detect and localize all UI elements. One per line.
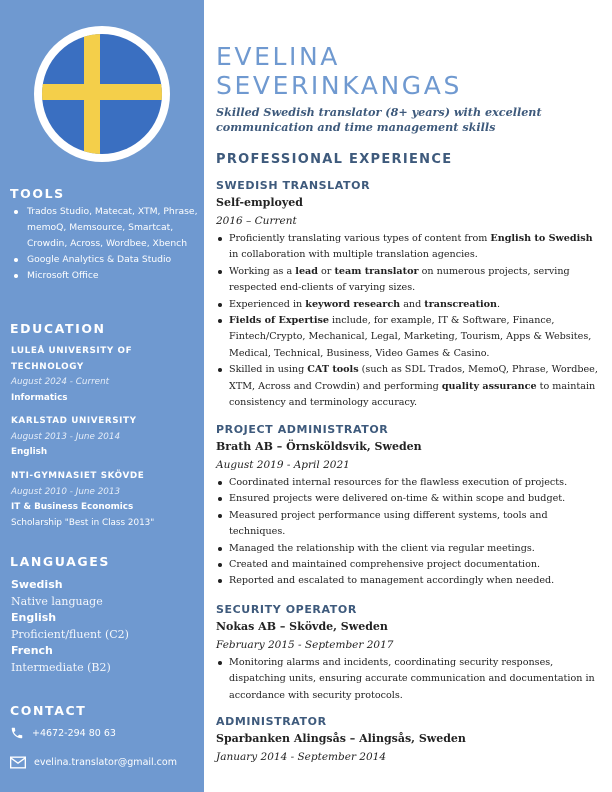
job-company: Sparbanken Alingsås – Alingsås, Sweden xyxy=(216,732,466,745)
education-school: NTI-GYMNASIET SKÖVDE xyxy=(11,471,145,481)
education-entry xyxy=(11,469,201,531)
language-name: English xyxy=(11,611,57,624)
job-entry xyxy=(216,178,604,411)
education-school: KARLSTAD UNIVERSITY xyxy=(11,416,137,426)
education-field: English xyxy=(11,447,48,457)
job-bullet: Measured project performance using different systems, tools and techniques. xyxy=(216,508,604,541)
job-bullet: Managed the relationship with the client via regular meetings. xyxy=(216,541,604,557)
education-heading: EDUCATION xyxy=(10,321,106,336)
job-company: Self-employed xyxy=(216,196,303,209)
job-role: SWEDISH TRANSLATOR xyxy=(216,179,371,192)
job-company: Brath AB – Örnsköldsvik, Sweden xyxy=(216,440,422,453)
languages-heading: LANGUAGES xyxy=(10,554,111,569)
education-field: Informatics xyxy=(11,392,68,403)
job-bullet: Working as a lead or team translator on numerous projects, serving respected end-clients of varying sizes. xyxy=(216,264,604,297)
education-dates: August 2024 - Current xyxy=(11,377,110,387)
job-role: PROJECT ADMINISTRATOR xyxy=(216,423,389,436)
contact-email[interactable] xyxy=(10,756,200,769)
languages-list xyxy=(11,577,201,676)
tools-item: Microsoft Office xyxy=(12,268,200,284)
tools-item: Google Analytics & Data Studio xyxy=(12,252,200,268)
profile-photo xyxy=(34,26,170,162)
language-level: Proficient/fluent (C2) xyxy=(11,627,129,641)
tools-heading: TOOLS xyxy=(10,186,65,201)
education-extra: Scholarship "Best in Class 2013" xyxy=(11,517,155,528)
job-role: SECURITY OPERATOR xyxy=(216,603,357,616)
contact-phone[interactable] xyxy=(10,726,200,740)
job-company: Nokas AB – Skövde, Sweden xyxy=(216,620,388,633)
job-bullets xyxy=(216,655,604,704)
education-field: IT & Business Economics xyxy=(11,502,134,512)
tools-list xyxy=(12,204,200,284)
tagline: Skilled Swedish translator (8+ years) with excellent communication and time management skills xyxy=(216,105,542,134)
job-role: ADMINISTRATOR xyxy=(216,715,327,728)
job-bullet: Created and maintained comprehensive project documentation. xyxy=(216,557,604,573)
job-bullet: Monitoring alarms and incidents, coordinating security responses, dispatching units, ensuring accurate communication and documentation in accordance with security protocols. xyxy=(216,655,604,704)
job-bullet: Reported and escalated to management accordingly when needed. xyxy=(216,573,604,589)
job-bullet: Fields of Expertise include, for example, IT & Software, Finance, Fintech/Crypto, Mechanical, Legal, Marketing, Tourism, Apps & Websites, Medical, Technical, Business, Video Games & Casino. xyxy=(216,313,604,362)
last-name: SEVERINKANGAS xyxy=(216,71,462,100)
job-bullets xyxy=(216,231,604,411)
phone-icon xyxy=(10,726,24,740)
education-entry xyxy=(11,344,201,406)
job-entry xyxy=(216,602,604,704)
job-bullets xyxy=(216,475,604,590)
first-name: EVELINA xyxy=(216,42,340,71)
job-bullet: Proficiently translating various types of content from English to Swedish in collaboration with multiple translation agencies. xyxy=(216,231,604,264)
education-entry xyxy=(11,414,201,461)
job-entry xyxy=(216,714,604,767)
education-dates: August 2013 - June 2014 xyxy=(11,431,121,442)
job-bullet: Ensured projects were delivered on-time & within scope and budget. xyxy=(216,491,604,507)
envelope-icon xyxy=(10,756,26,769)
sidebar xyxy=(0,0,204,792)
job-bullet: Coordinated internal resources for the flawless execution of projects. xyxy=(216,475,604,491)
job-bullet: Experienced in keyword research and transcreation. xyxy=(216,297,604,313)
job-bullet: Skilled in using CAT tools (such as SDL Trados, MemoQ, Phrase, Wordbee, XTM, Across and Crowdin) and performing quality assurance to maintain consistency and terminology accuracy. xyxy=(216,362,604,411)
job-period: February 2015 - September 2017 xyxy=(216,639,394,651)
contact-heading: CONTACT xyxy=(10,703,87,718)
language-level: Intermediate (B2) xyxy=(11,660,111,674)
language-name: Swedish xyxy=(11,578,63,591)
job-period: 2016 – Current xyxy=(216,215,297,227)
candidate-name xyxy=(216,42,606,100)
experience-heading: PROFESSIONAL EXPERIENCE xyxy=(216,152,453,167)
education-school: LULEÅ UNIVERSITY OF TECHNOLOGY xyxy=(11,346,133,372)
job-entry xyxy=(216,422,604,590)
tools-item: Trados Studio, Matecat, XTM, Phrase, memoQ, Memsource, Smartcat, Crowdin, Across, Wordbee, Xbench xyxy=(12,204,200,252)
email-address: evelina.translator@gmail.com xyxy=(34,757,177,768)
phone-number: +4672-294 80 63 xyxy=(32,727,116,739)
swedish-flag-icon xyxy=(42,34,162,154)
job-period: August 2019 - April 2021 xyxy=(216,459,350,471)
job-period: January 2014 - September 2014 xyxy=(216,751,387,763)
language-name: French xyxy=(11,644,53,657)
education-dates: August 2010 - June 2013 xyxy=(11,486,121,497)
language-level: Native language xyxy=(11,594,103,608)
